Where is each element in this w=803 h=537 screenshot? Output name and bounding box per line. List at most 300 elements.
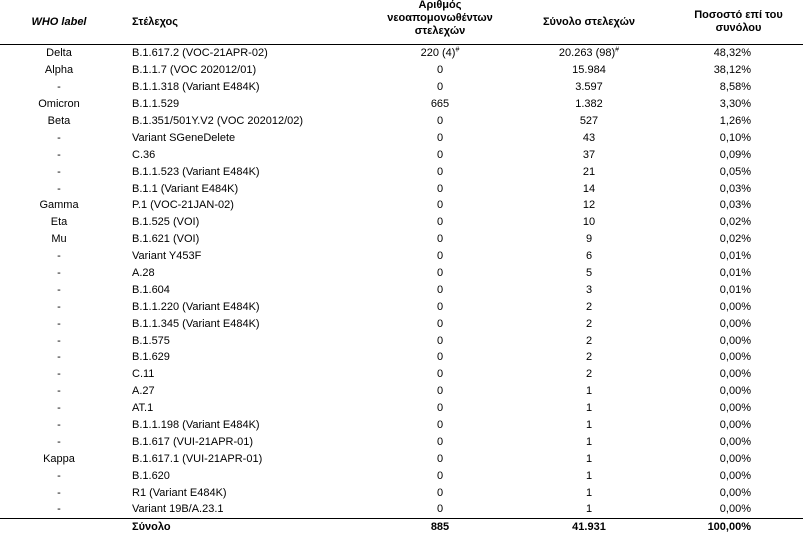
cell-total-text: 1 — [585, 419, 593, 432]
cell-strain-text: B.1.617.1 (VUI-21APR-01) — [132, 452, 263, 465]
cell-strain-text: A.28 — [132, 267, 155, 280]
cell-total — [504, 113, 674, 130]
cell-percent — [674, 450, 803, 467]
cell-percent — [674, 79, 803, 96]
summary-row — [0, 518, 803, 536]
cell-who-label-text: - — [57, 267, 61, 280]
cell-who-label — [0, 433, 118, 450]
cell-who-label — [0, 315, 118, 332]
table-row — [0, 248, 803, 265]
cell-percent-text: 0,10% — [719, 131, 751, 144]
cell-strain-text: B.1.1.7 (VOC 202012/01) — [132, 64, 257, 77]
cell-isolated — [376, 332, 504, 349]
cell-strain-text: B.1.620 — [132, 469, 170, 482]
cell-percent — [674, 231, 803, 248]
cell-who-label-text: - — [57, 402, 61, 415]
cell-total-text: 1 — [585, 435, 593, 448]
cell-who-label — [0, 113, 118, 130]
cell-isolated-text: 0 — [436, 165, 444, 178]
header-isolated-text: Αριθμός νεοαπομονωθέντων στελεχών — [387, 0, 493, 37]
cell-isolated — [376, 417, 504, 434]
cell-total-text: 1 — [585, 402, 593, 415]
cell-who-label-text: Kappa — [43, 452, 75, 465]
cell-percent — [674, 113, 803, 130]
cell-who-label-text: - — [57, 435, 61, 448]
cell-isolated-text: 0 — [436, 503, 444, 516]
cell-percent — [674, 45, 803, 62]
cell-strain — [118, 129, 376, 146]
cell-who-label-text: - — [57, 283, 61, 296]
cell-isolated — [376, 231, 504, 248]
cell-total — [504, 417, 674, 434]
cell-who-label-text: - — [57, 165, 61, 178]
cell-strain — [118, 163, 376, 180]
cell-who-label — [0, 96, 118, 113]
cell-total — [504, 484, 674, 501]
cell-who-label-text: Alpha — [44, 64, 74, 77]
cell-percent-text: 0,05% — [719, 165, 751, 178]
cell-who-label-text: Beta — [47, 115, 71, 127]
cell-who-label — [0, 501, 118, 518]
cell-who-label — [0, 129, 118, 146]
cell-who-label-text: - — [57, 385, 61, 398]
cell-percent-text: 0,00% — [719, 503, 751, 516]
cell-isolated-text: 0 — [436, 182, 444, 195]
cell-strain — [118, 501, 376, 518]
cell-isolated-text: 0 — [436, 64, 444, 77]
cell-who-label — [0, 163, 118, 180]
table-row — [0, 433, 803, 450]
cell-total-text: 2 — [585, 368, 593, 381]
cell-total-text: 10 — [582, 216, 596, 229]
cell-strain — [118, 484, 376, 501]
cell-total — [504, 146, 674, 163]
cell-percent-text: 0,02% — [719, 216, 751, 229]
cell-isolated-text: 0 — [436, 469, 444, 482]
cell-total-text: 9 — [585, 233, 593, 246]
cell-percent — [674, 417, 803, 434]
cell-isolated-text: 0 — [436, 452, 444, 465]
table-row — [0, 281, 803, 298]
cell-isolated — [376, 281, 504, 298]
cell-isolated — [376, 298, 504, 315]
cell-isolated-text: 0 — [436, 267, 444, 280]
cell-total — [504, 450, 674, 467]
cell-total — [504, 366, 674, 383]
cell-total-text: 43 — [582, 131, 596, 144]
cell-percent — [674, 146, 803, 163]
cell-strain — [118, 450, 376, 467]
cell-total — [504, 400, 674, 417]
cell-percent — [674, 248, 803, 265]
cell-who-label — [0, 281, 118, 298]
cell-total — [504, 248, 674, 265]
cell-isolated — [376, 197, 504, 214]
table-row — [0, 113, 803, 130]
cell-who-label — [0, 383, 118, 400]
cell-percent-text: 0,00% — [719, 435, 751, 448]
cell-who-label-text: - — [57, 334, 61, 347]
table-row — [0, 265, 803, 282]
cell-strain-text: B.1.617.2 (VOC-21APR-02) — [132, 47, 268, 60]
cell-strain — [118, 400, 376, 417]
cell-who-label — [0, 197, 118, 214]
cell-who-label — [0, 79, 118, 96]
cell-total-text: 1.382 — [575, 98, 603, 111]
cell-percent — [674, 163, 803, 180]
cell-isolated — [376, 366, 504, 383]
cell-percent — [674, 197, 803, 214]
cell-who-label — [0, 214, 118, 231]
cell-strain — [118, 146, 376, 163]
cell-who-label — [0, 248, 118, 265]
cell-total — [504, 214, 674, 231]
cell-strain-text: B.1.1.523 (Variant E484K) — [132, 165, 260, 178]
cell-total-text: 3.597 — [575, 81, 603, 94]
cell-strain — [118, 231, 376, 248]
cell-total-text: 2 — [585, 300, 593, 313]
cell-isolated — [376, 383, 504, 400]
cell-strain — [118, 180, 376, 197]
cell-isolated — [376, 467, 504, 484]
header-total: Σύνολο στελεχών — [504, 0, 674, 45]
cell-strain — [118, 197, 376, 214]
cell-isolated — [376, 214, 504, 231]
table-row — [0, 417, 803, 434]
table-row — [0, 231, 803, 248]
cell-who-label-text: - — [57, 503, 61, 516]
cell-who-label-text: Omicron — [38, 98, 80, 111]
cell-who-label — [0, 332, 118, 349]
cell-who-label — [0, 366, 118, 383]
cell-who-label — [0, 146, 118, 163]
cell-total-text: 1 — [585, 452, 593, 465]
cell-total — [504, 231, 674, 248]
cell-percent-text: 0,09% — [719, 148, 751, 161]
cell-who-label — [0, 298, 118, 315]
table-body — [0, 45, 803, 536]
cell-total-text: 2 — [585, 351, 593, 364]
cell-strain — [118, 79, 376, 96]
cell-strain-text: B.1.629 — [132, 351, 170, 364]
table-row — [0, 62, 803, 79]
cell-who-label-text: - — [57, 368, 61, 381]
cell-strain — [118, 62, 376, 79]
cell-percent — [674, 129, 803, 146]
cell-percent — [674, 349, 803, 366]
cell-percent-text: 0,00% — [719, 334, 751, 347]
cell-isolated-text: 0 — [436, 300, 444, 313]
cell-strain-text: AT.1 — [132, 402, 154, 415]
cell-isolated — [376, 433, 504, 450]
cell-percent-text: 1,26% — [719, 115, 751, 127]
cell-who-label-text: - — [57, 419, 61, 432]
cell-isolated — [376, 248, 504, 265]
cell-percent — [674, 62, 803, 79]
cell-isolated-text: 0 — [436, 283, 444, 296]
cell-isolated — [376, 265, 504, 282]
header-row — [0, 0, 803, 45]
cell-isolated — [376, 315, 504, 332]
cell-isolated — [376, 96, 504, 113]
table-row — [0, 400, 803, 417]
table-row — [0, 79, 803, 96]
cell-total — [504, 349, 674, 366]
table-row — [0, 450, 803, 467]
table-row — [0, 484, 803, 501]
cell-isolated — [376, 79, 504, 96]
cell-who-label-text: - — [57, 81, 61, 94]
cell-strain — [118, 433, 376, 450]
table-row — [0, 96, 803, 113]
cell-percent-text: 0,00% — [719, 486, 751, 499]
cell-isolated — [376, 163, 504, 180]
cell-isolated-text: 0 — [436, 81, 444, 94]
cell-percent — [674, 433, 803, 450]
cell-isolated-text: 0 — [436, 131, 444, 144]
cell-total — [504, 45, 674, 62]
cell-who-label — [0, 484, 118, 501]
cell-percent — [674, 383, 803, 400]
cell-total — [504, 129, 674, 146]
cell-percent-text: 0,00% — [719, 385, 751, 398]
cell-who-label — [0, 265, 118, 282]
cell-who-label-text: - — [57, 300, 61, 313]
cell-total-text: 12 — [582, 199, 596, 212]
cell-strain — [118, 45, 376, 62]
table-header — [0, 0, 803, 45]
cell-total — [504, 79, 674, 96]
cell-isolated-text: 0 — [436, 402, 444, 415]
cell-total-text: 1 — [585, 469, 593, 482]
cell-isolated — [376, 129, 504, 146]
cell-who-label-text: Gamma — [39, 199, 79, 212]
cell-total-text: 21 — [582, 165, 596, 178]
cell-total — [504, 383, 674, 400]
cell-strain — [118, 214, 376, 231]
cell-who-label-text: - — [57, 351, 61, 364]
cell-isolated — [376, 113, 504, 130]
table-row — [0, 180, 803, 197]
cell-isolated — [376, 146, 504, 163]
table-row — [0, 383, 803, 400]
cell-isolated-text: 0 — [436, 419, 444, 432]
cell-who-label-text: Eta — [50, 216, 68, 229]
cell-who-label-text: - — [57, 469, 61, 482]
cell-total — [504, 298, 674, 315]
cell-total — [504, 315, 674, 332]
cell-strain-text: B.1.525 (VOI) — [132, 216, 200, 229]
cell-isolated — [376, 450, 504, 467]
cell-strain-text: A.27 — [132, 385, 155, 398]
cell-who-label-text: - — [57, 317, 61, 330]
cell-total-text: 37 — [582, 148, 596, 161]
table-row — [0, 129, 803, 146]
cell-strain — [118, 265, 376, 282]
table-row — [0, 501, 803, 518]
cell-total — [504, 163, 674, 180]
cell-percent-text: 0,00% — [719, 402, 751, 415]
cell-percent-text: 0,00% — [719, 419, 751, 432]
cell-strain-text: B.1.575 — [132, 334, 170, 347]
cell-who-label-text: Delta — [46, 47, 72, 60]
cell-isolated-text: 220 (4) — [420, 47, 456, 60]
cell-total-text: 20.263 (98) — [558, 47, 616, 60]
cell-strain — [118, 96, 376, 113]
cell-total — [504, 197, 674, 214]
cell-strain — [118, 349, 376, 366]
cell-percent — [674, 214, 803, 231]
cell-who-label-text: - — [57, 182, 61, 195]
cell-total-text: 1 — [585, 385, 593, 398]
cell-strain-text: B.1.351/501Y.V2 (VOC 202012/02) — [132, 115, 304, 127]
cell-percent-text: 0,00% — [719, 317, 751, 330]
cell-percent-text: 3,30% — [719, 98, 751, 111]
cell-total-text: 15.984 — [572, 64, 606, 77]
cell-who-label-text: - — [57, 148, 61, 161]
cell-percent-text: 8,58% — [719, 81, 751, 94]
cell-percent-text: 0,03% — [719, 199, 751, 212]
cell-strain-text: B.1.1 (Variant E484K) — [132, 182, 239, 195]
cell-percent-text: 0,00% — [719, 351, 751, 364]
cell-isolated — [376, 349, 504, 366]
cell-isolated-text: 0 — [436, 250, 444, 263]
cell-percent-text: 38,12% — [713, 64, 751, 77]
cell-total — [504, 433, 674, 450]
cell-who-label — [0, 450, 118, 467]
table-row — [0, 163, 803, 180]
cell-who-label — [0, 62, 118, 79]
cell-total-text: 3 — [585, 283, 593, 296]
cell-isolated-text: 0 — [436, 435, 444, 448]
table-row — [0, 467, 803, 484]
cell-isolated — [376, 180, 504, 197]
cell-isolated-text: 0 — [436, 317, 444, 330]
cell-percent — [674, 180, 803, 197]
cell-isolated-text: 0 — [436, 216, 444, 229]
cell-total-text: 2 — [585, 317, 593, 330]
cell-strain-text: C.11 — [132, 368, 155, 381]
cell-percent-text: 0,00% — [719, 368, 751, 381]
cell-strain-text: B.1.1.198 (Variant E484K) — [132, 419, 260, 432]
cell-strain-text: B.1.604 — [132, 283, 170, 296]
cell-total — [504, 265, 674, 282]
table-row — [0, 214, 803, 231]
cell-strain-text: Variant 19B/A.23.1 — [132, 503, 224, 516]
cell-strain-text: Variant SGeneDelete — [132, 131, 236, 144]
summary-percent: 100,00% — [674, 518, 803, 536]
cell-isolated-text: 0 — [436, 115, 444, 127]
cell-total — [504, 332, 674, 349]
cell-strain — [118, 366, 376, 383]
cell-strain-text: B.1.1.220 (Variant E484K) — [132, 300, 260, 313]
cell-total-text: 6 — [585, 250, 593, 263]
cell-strain — [118, 298, 376, 315]
cell-percent — [674, 298, 803, 315]
cell-strain-text: B.1.1.318 (Variant E484K) — [132, 81, 260, 94]
cell-percent-text: 0,00% — [719, 452, 751, 465]
table-row — [0, 315, 803, 332]
cell-total — [504, 96, 674, 113]
cell-isolated — [376, 62, 504, 79]
cell-percent — [674, 281, 803, 298]
cell-percent — [674, 96, 803, 113]
cell-total — [504, 501, 674, 518]
table-row — [0, 332, 803, 349]
cell-who-label — [0, 467, 118, 484]
cell-percent-text: 0,01% — [719, 283, 751, 296]
cell-isolated-text: 0 — [436, 148, 444, 161]
cell-who-label — [0, 349, 118, 366]
header-isolated — [376, 0, 504, 45]
cell-strain — [118, 248, 376, 265]
cell-isolated — [376, 501, 504, 518]
cell-strain — [118, 113, 376, 130]
cell-isolated-text: 0 — [436, 385, 444, 398]
cell-percent — [674, 501, 803, 518]
cell-isolated-text: 0 — [436, 368, 444, 381]
cell-who-label-text: - — [57, 486, 61, 499]
cell-who-label-text: - — [57, 250, 61, 263]
table-row — [0, 349, 803, 366]
cell-total-text: 527 — [579, 115, 599, 127]
cell-percent-text: 0,01% — [719, 267, 751, 280]
cell-percent-text: 0,00% — [719, 300, 751, 313]
cell-percent — [674, 332, 803, 349]
cell-isolated — [376, 45, 504, 62]
summary-label: Σύνολο — [118, 518, 376, 536]
table-row — [0, 146, 803, 163]
cell-strain — [118, 332, 376, 349]
footnote-mark: # — [455, 46, 460, 54]
summary-total: 41.931 — [504, 518, 674, 536]
cell-total — [504, 180, 674, 197]
cell-who-label-text: - — [57, 131, 61, 144]
cell-total-text: 1 — [585, 486, 593, 499]
cell-percent — [674, 366, 803, 383]
cell-total-text: 1 — [585, 503, 593, 516]
cell-isolated-text: 0 — [436, 486, 444, 499]
cell-percent-text: 0,00% — [719, 469, 751, 482]
cell-isolated-text: 0 — [436, 334, 444, 347]
cell-strain — [118, 467, 376, 484]
cell-strain — [118, 383, 376, 400]
cell-strain-text: B.1.1.345 (Variant E484K) — [132, 317, 260, 330]
header-percent: Ποσοστό επί του συνόλου — [674, 0, 803, 45]
cell-percent-text: 0,01% — [719, 250, 751, 263]
cell-total — [504, 62, 674, 79]
cell-percent — [674, 400, 803, 417]
cell-strain-text: R1 (Variant E484K) — [132, 486, 227, 499]
cell-total-text: 5 — [585, 267, 593, 280]
cell-isolated-text: 0 — [436, 233, 444, 246]
table-row — [0, 197, 803, 214]
table-row — [0, 366, 803, 383]
table-row — [0, 298, 803, 315]
cell-who-label — [0, 45, 118, 62]
cell-strain — [118, 315, 376, 332]
cell-who-label — [0, 180, 118, 197]
footnote-mark: # — [615, 46, 620, 54]
cell-percent — [674, 467, 803, 484]
cell-total-text: 14 — [582, 182, 596, 195]
cell-percent — [674, 315, 803, 332]
cell-strain — [118, 281, 376, 298]
cell-isolated-text: 0 — [436, 199, 444, 212]
cell-total — [504, 281, 674, 298]
cell-total — [504, 467, 674, 484]
cell-who-label — [0, 400, 118, 417]
